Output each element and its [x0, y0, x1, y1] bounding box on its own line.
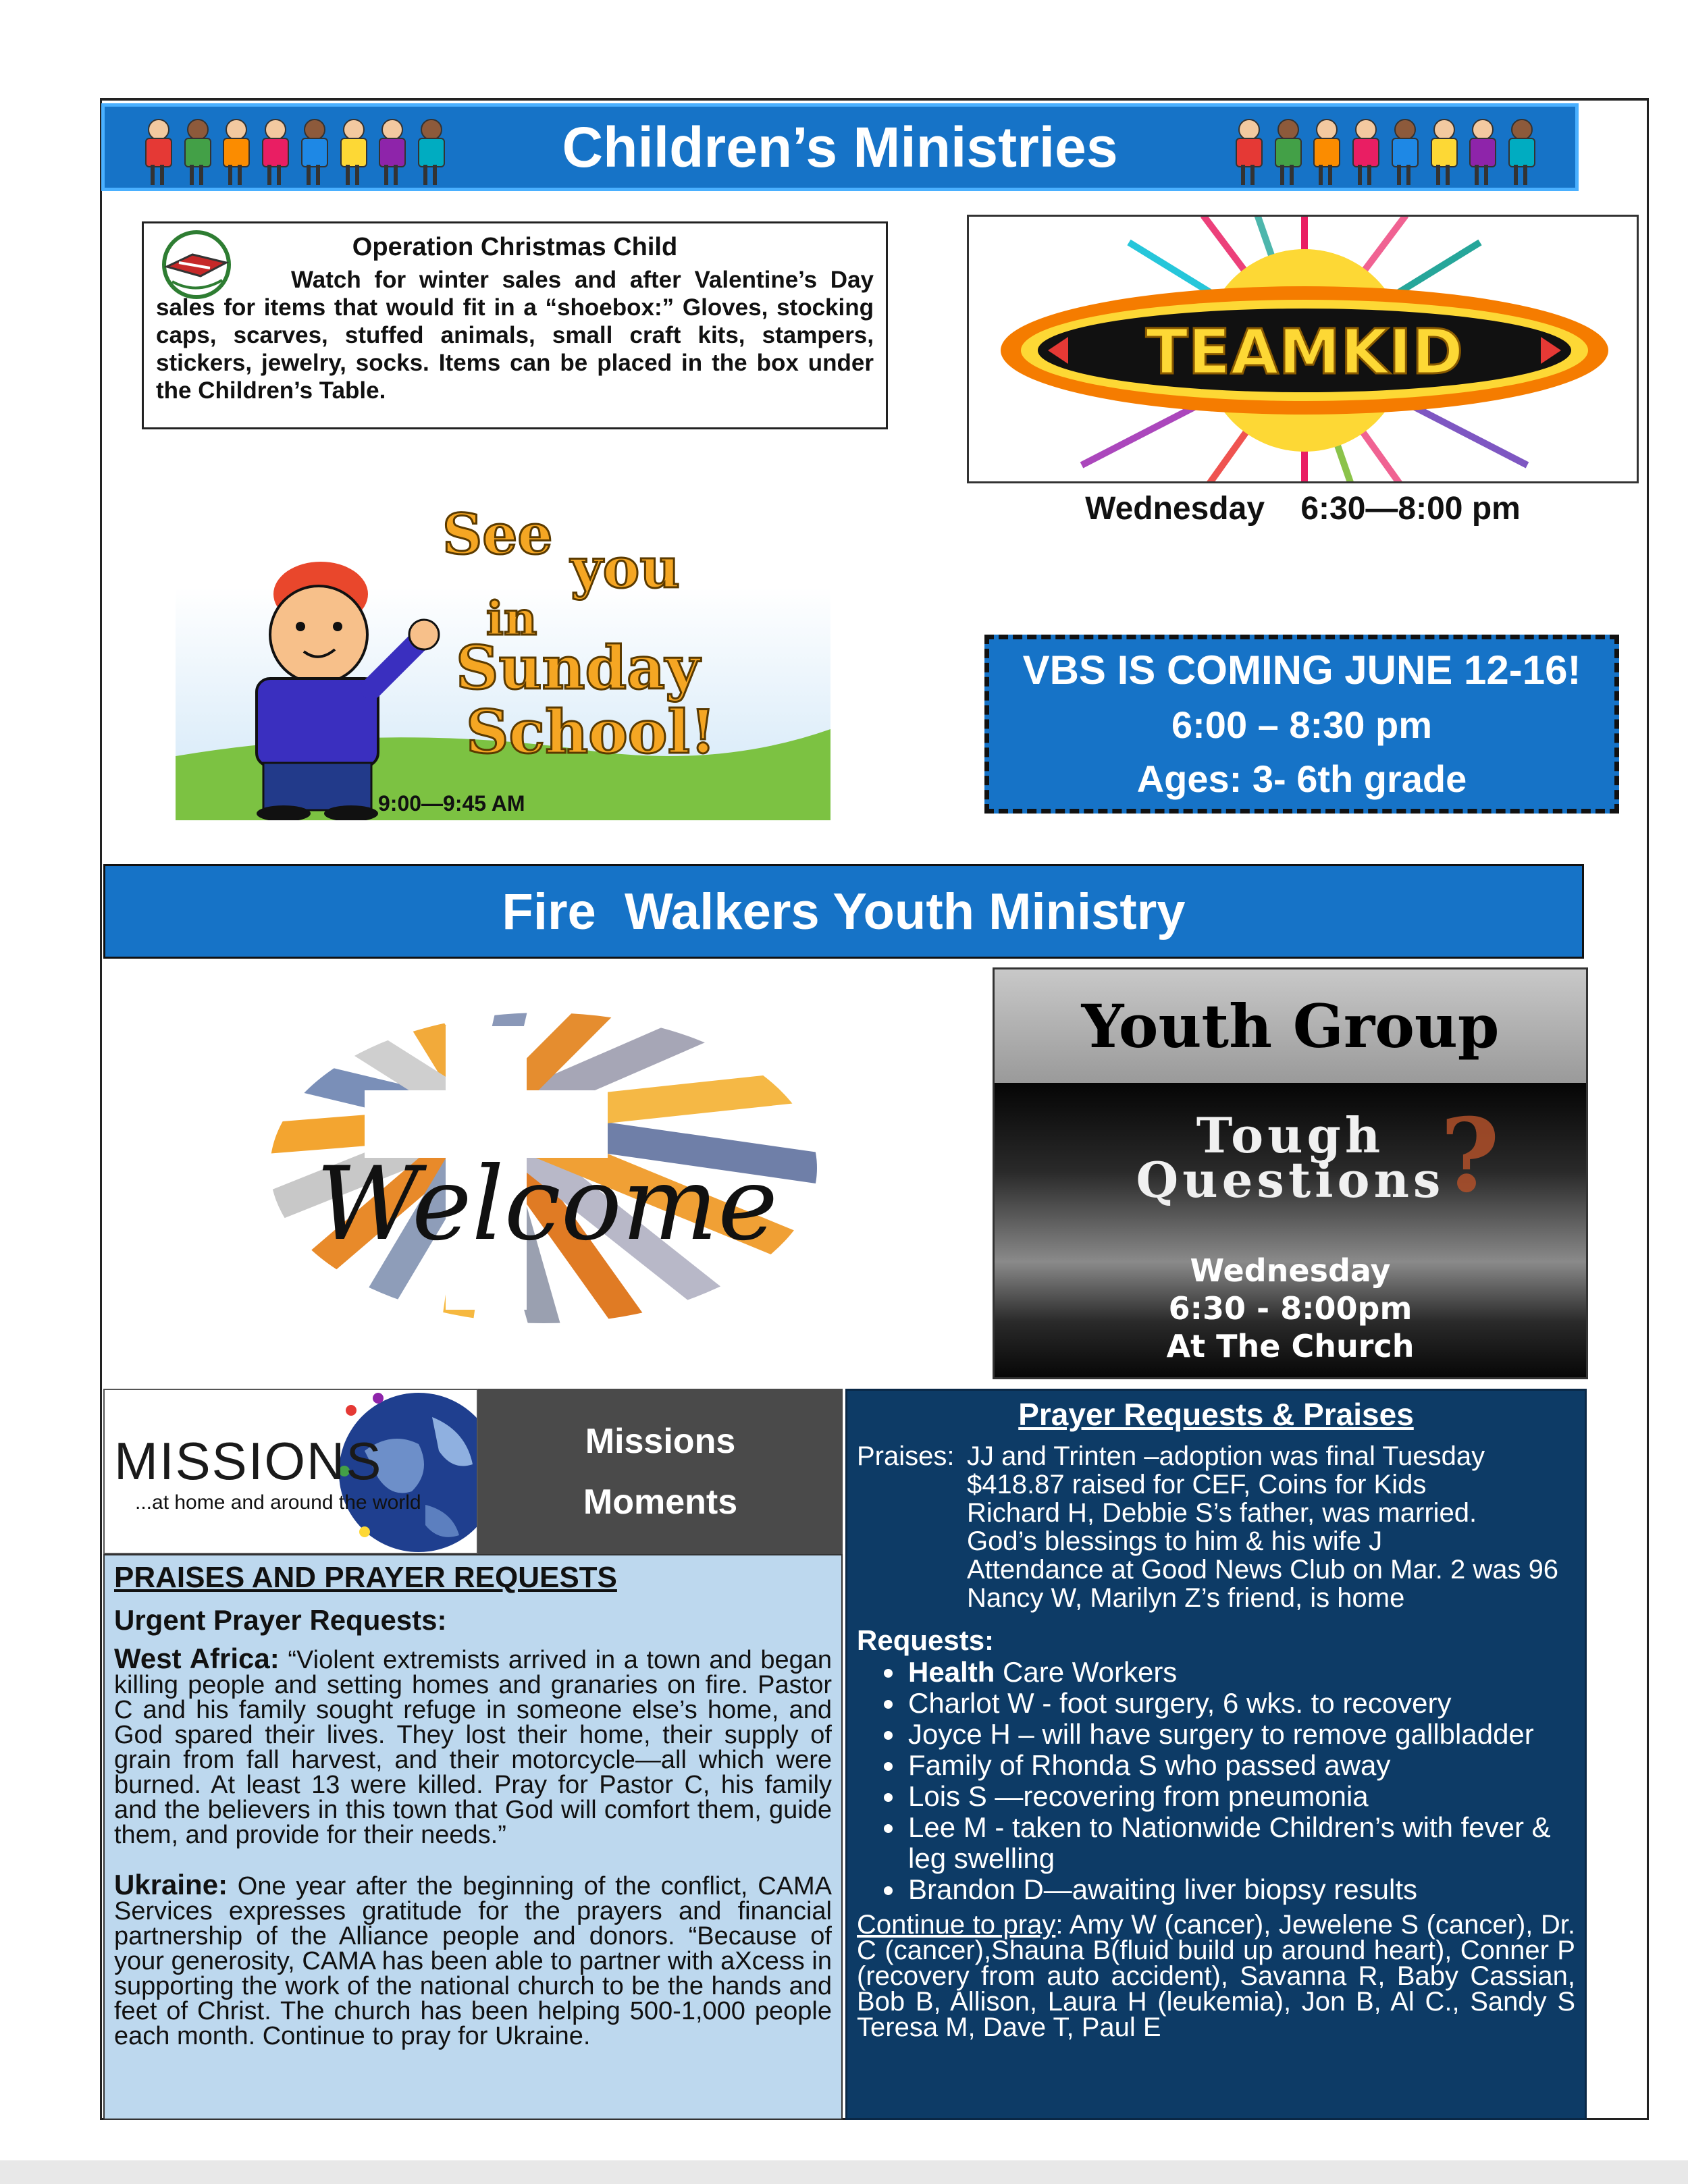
vbs-time: 6:00 – 8:30 pm [1171, 703, 1432, 746]
sunday-school-boy-illustration [176, 506, 830, 820]
missions-logo [103, 1389, 478, 1554]
urgent-prayer-heading: Urgent Prayer Requests: [114, 1604, 447, 1636]
praise-item: JJ and Trinten –adoption was final Tuesday [967, 1441, 1485, 1471]
continue-to-pray [857, 1912, 1575, 2040]
operation-christmas-child-box [142, 221, 888, 429]
west-africa-label: West Africa: [114, 1643, 280, 1674]
sunday-you: you [571, 536, 680, 601]
request-item-text: Brandon D—awaiting liver biopsy results [908, 1873, 1418, 1905]
tough-word: Tough [1196, 1107, 1385, 1164]
praises-section [857, 1442, 1575, 1612]
sunday-see: See [442, 506, 553, 567]
teamkid-logo-box [967, 215, 1639, 483]
praise-item: Richard H, Debbie S’s father, was married. [967, 1498, 1477, 1528]
praises-prayer-title: PRAISES AND PRAYER REQUESTS [114, 1561, 617, 1594]
questions-word: Questions [1136, 1151, 1445, 1208]
requests-label: Requests: [857, 1624, 995, 1656]
request-item-text: Joyce H – will have surgery to remove gallbladder [908, 1718, 1534, 1750]
question-mark-icon: ? [1440, 1096, 1500, 1215]
cross-rays-icon [263, 1006, 824, 1330]
prayer-requests-praises-box [845, 1389, 1587, 2120]
teamkid-time: Wednesday 6:30—8:00 pm [1085, 491, 1521, 527]
teamkid-logo-icon [969, 217, 1639, 483]
youth-group-time: 6:30 - 8:00pm [1168, 1290, 1413, 1327]
sunday-in: in [486, 592, 537, 646]
tough-questions [995, 1107, 1586, 1208]
missions-logo-word: MISSIONS [114, 1431, 383, 1491]
youth-group-title: Youth Group [995, 969, 1586, 1083]
children-holding-hands-right-icon [1229, 113, 1539, 186]
ukraine-paragraph [114, 1869, 832, 2050]
youth-group-schedule [995, 1252, 1586, 1365]
praise-item: Nancy W, Marilyn Z’s friend, is home [967, 1583, 1405, 1613]
missions-moments-line2: Moments [583, 1482, 738, 1522]
fire-walkers-header: Fire Walkers Youth Ministry [103, 864, 1584, 959]
welcome-cross-graphic [263, 1006, 824, 1330]
praises-list [967, 1442, 1575, 1612]
request-item [905, 1750, 1575, 1781]
sunday-school: School! [466, 697, 716, 767]
teamkid-logo-text: TEAMKID [1145, 316, 1464, 388]
youth-group-day: Wednesday [1190, 1252, 1391, 1289]
youth-group-place: At The Church [1166, 1328, 1415, 1364]
praises-label: Praises: [857, 1441, 955, 1471]
praise-item: God’s blessings to him & his wife J [967, 1526, 1383, 1556]
request-item [905, 1719, 1575, 1750]
childrens-ministries-title: Children’s Ministries [562, 115, 1118, 179]
request-item [905, 1781, 1575, 1812]
prayer-requests-title: Prayer Requests & Praises [1018, 1397, 1414, 1432]
vbs-title: VBS IS COMING JUNE 12-16! [1022, 647, 1581, 693]
welcome-text: Welcome [315, 1146, 779, 1263]
ukraine-label: Ukraine: [114, 1869, 228, 1900]
sunday-school-graphic [176, 506, 830, 820]
praise-item: $418.87 raised for CEF, Coins for Kids [967, 1470, 1427, 1499]
vbs-ages: Ages: 3- 6th grade [1136, 757, 1467, 800]
page-bottom-strip [0, 2160, 1688, 2184]
request-item [905, 1812, 1575, 1874]
ukraine-text: One year after the beginning of the conflict, CAMA Services expresses gratitude for the prayers and financial partnership of the Alliance people and donors. “Because of your generosity, CAMA has been able to partner with aXcess in supporting the work of the national church to be the hands and feet of Christ. The church has been helping 500-1,000 people each month. Continue to pray for Ukraine. [114, 1872, 832, 2050]
west-africa-text: “Violent extremists arrived in a town and began killing people and setting homes and granaries on fire. Pastor C and his family sought refuge in someone else’s home, and God spared their lives. They lost their home, their supply of grain from fall harvest, and their motorcycle—all which were burned. At least 13 were killed. Pray for Pastor C, his family and the believers in this town that God will comfort them, guide them, and provide for their needs.” [114, 1646, 832, 1849]
continue-to-pray-label: Continue to pray [857, 1910, 1056, 1940]
request-item-text: Lee M - taken to Nationwide Children’s with fever & leg swelling [908, 1811, 1551, 1874]
request-item-text: Family of Rhonda S who passed away [908, 1749, 1391, 1781]
occ-title: Operation Christmas Child [352, 233, 678, 261]
youth-group-details [995, 1083, 1586, 1379]
request-item-bold: Health [908, 1656, 995, 1688]
request-item-text: Care Workers [995, 1656, 1178, 1688]
occ-body-text: Watch for winter sales and after Valentine’s Day sales for items that would fit in a “shoebox:” Gloves, stocking caps, scarves, stuffed animals, small craft kits, stampers, stickers, jewelry, socks. Items can be placed in the box under the Children’s Table. [156, 267, 874, 404]
missions-moments-line1: Missions [585, 1421, 736, 1461]
vbs-announcement [984, 635, 1619, 814]
missions-logo-tagline: ...at home and around the world [135, 1491, 421, 1514]
requests-list [857, 1657, 1575, 1905]
request-item [905, 1688, 1575, 1719]
praises-prayer-requests-box [103, 1554, 843, 2120]
request-item-text: Lois S —recovering from pneumonia [908, 1780, 1369, 1812]
request-item-text: Charlot W - foot surgery, 6 wks. to recovery [908, 1687, 1452, 1719]
sunday-sunday: Sunday [456, 633, 700, 703]
request-item [905, 1657, 1575, 1688]
youth-group-flyer [993, 967, 1588, 1379]
childrens-ministries-header [101, 103, 1579, 191]
sunday-school-time: 9:00—9:45 AM [378, 791, 525, 816]
request-item [905, 1874, 1575, 1905]
missions-moments [478, 1389, 843, 1554]
praise-item: Attendance at Good News Club on Mar. 2 was 96 [967, 1555, 1559, 1584]
continue-to-pray-text: : Amy W (cancer), Jewelene S (cancer), Dr. C (cancer),Shauna B(fluid build up around heart), Conner P (recovery from auto accident), Savanna R, Baby Cassian, Bob B, Allison, Laura H (leukemia), Jon B, Al C., Sandy S Teresa M, Dave T, Paul E [857, 1910, 1576, 2042]
west-africa-paragraph [114, 1643, 832, 1849]
